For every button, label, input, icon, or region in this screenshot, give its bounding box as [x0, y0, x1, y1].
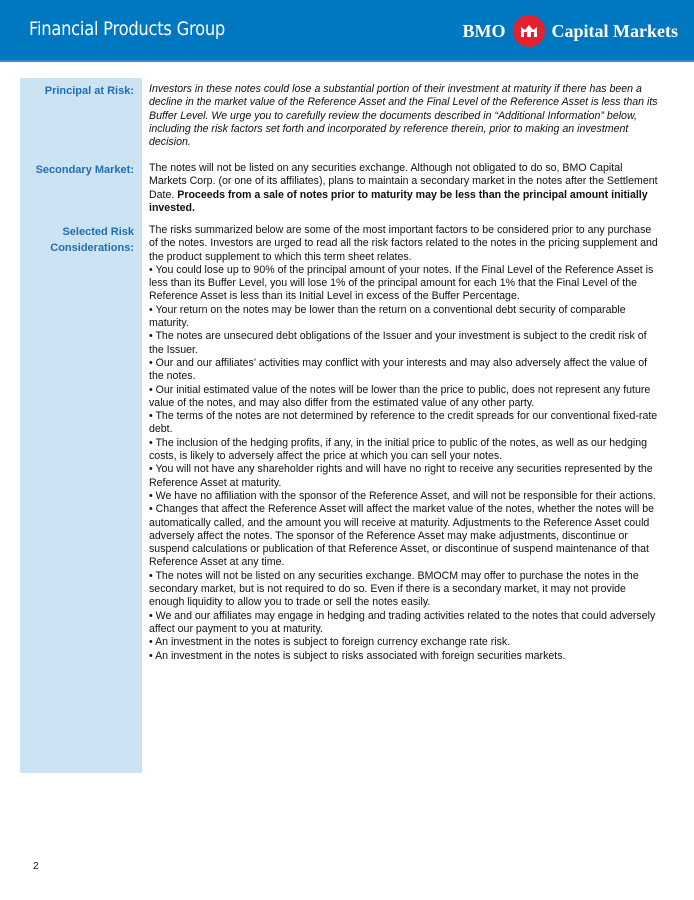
secondary-market-plain: The notes will not be listed on any securities exchange. Although not obligated to do so, BMO Capital Markets Corp. (or one of its affiliates), plans to maintain a secondary market in the notes after the Settlement Date. [149, 162, 658, 201]
principal-at-risk-label: Principal at Risk: [44, 85, 134, 97]
label-sidebar [20, 78, 142, 773]
risk-bullet: • Your return on the notes may be lower than the return on a conventional debt security of comparable maturity. [149, 303, 626, 330]
risk-bullet: • The terms of the notes are not determined by reference to the credit spreads for our conventional fixed-rate debt. [149, 410, 658, 436]
risk-bullet: • You will not have any shareholder rights and will have no right to receive any securities represented by the Reference Asset at maturity. [149, 463, 653, 489]
risk-bullet: • We have no affiliation with the sponsor of the Reference Asset, and will not be responsible for their actions. [149, 489, 656, 502]
risk-bullet: • The notes are unsecured debt obligations of the Issuer and your investment is subject to the credit risk of the Issuer. [149, 330, 647, 356]
brand-capital-markets: Capital Markets [551, 20, 678, 41]
risk-intro: The risks summarized below are some of the most important factors to be considered prior to any purchase of the notes. Investors are urged to read all the risk factors related to the notes in the pricing supplement and the product supplement to which this term sheet relates. [149, 224, 658, 263]
risk-bullet: • An investment in the notes is subject to foreign currency exchange rate risk. [149, 636, 511, 649]
page-number: 2 [33, 861, 39, 872]
risk-bullet: • An investment in the notes is subject to risks associated with foreign securities markets. [149, 649, 566, 662]
secondary-market-text [149, 162, 661, 215]
risk-considerations [149, 224, 661, 663]
group-title: Financial Products Group [29, 18, 226, 40]
principal-at-risk-text: Investors in these notes could lose a substantial portion of their investment at maturity if there has been a decline in the market value of the Reference Asset and the Final Level of the Reference Asset is less than its Buffer Level. We urge you to carefully review the documents described in “Additional Information” below, including the risk factors set forth and incorporated by reference therein, prior to making an investment decision. [149, 83, 658, 149]
brand-bmo: BMO [462, 20, 506, 41]
bmo-roundel-m-icon [513, 15, 545, 47]
selected-risk-label [20, 224, 134, 256]
selected-risk-label-line2: Considerations: [50, 242, 134, 254]
page-header [0, 0, 694, 62]
selected-risk-label-line1: Selected Risk [62, 226, 134, 238]
risk-bullet-list [149, 264, 661, 663]
risk-bullet: • We and our affiliates may engage in hedging and trading activities related to the notes that could adversely affect our payment to you at maturity. [149, 609, 656, 635]
secondary-market-label: Secondary Market: [35, 164, 134, 176]
risk-bullet: • Our initial estimated value of the notes will be lower than the price to public, does not represent any future value of the notes, and may also differ from the estimated value of any other party. [149, 383, 651, 409]
secondary-market-bold: Proceeds from a sale of notes prior to maturity may be less than the principal amount initially invested. [149, 188, 648, 214]
brand-logo [463, 15, 678, 47]
risk-bullet: • The inclusion of the hedging profits, if any, in the initial price to public of the notes, as well as our hedging costs, is likely to adversely affect the price at which you can sell your notes. [149, 436, 647, 463]
risk-bullet: • Changes that affect the Reference Asset will affect the market value of the notes, whether the notes will be automatically called, and the amount you will receive at maturity. Adjustments to the Reference Asset could adversely affect the notes. The sponsor of the Reference Asset may make adjustments, discontinue or suspend calculations or publication of that Reference Asset, or discontinue of suspend maintenance of that Reference Asset at any time. [149, 503, 655, 569]
risk-bullet: • Our and our affiliates’ activities may conflict with your interests and may also adversely affect the value of the notes. [149, 356, 648, 383]
risk-bullet: • The notes will not be listed on any securities exchange. BMOCM may offer to purchase the notes in the secondary market, but is not required to do so. Even if there is a secondary market, it may not provide enough liquidity to allow you to trade or sell the notes easily. [149, 569, 639, 609]
risk-bullet: • You could lose up to 90% of the principal amount of your notes. If the Final Level of the Reference Asset is less than its Buffer Level, you will lose 1% of the principal amount for each 1% that the Final Level of the Reference Asset is less than its Initial Level in excess of the Buffer Percentage. [149, 263, 654, 303]
